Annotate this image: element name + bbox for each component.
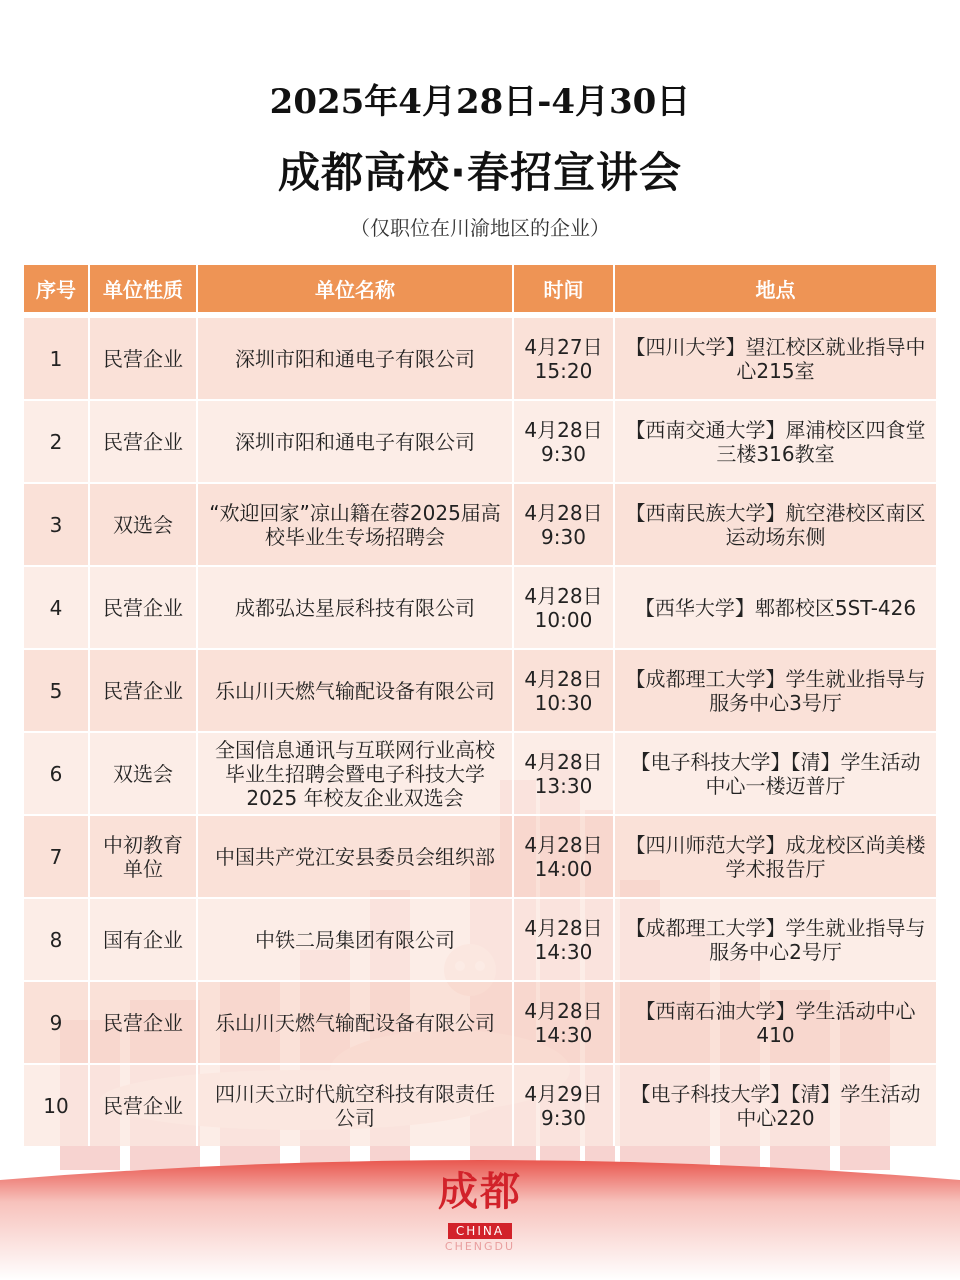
event-time — [514, 399, 615, 482]
event-time — [514, 1063, 615, 1146]
event-date: 4月28日 — [524, 749, 603, 774]
event-clock: 13:30 — [534, 773, 593, 798]
event-time — [514, 316, 615, 399]
logo-text: 成都 — [438, 1169, 522, 1215]
org-type: 民营企业 — [90, 980, 198, 1063]
org-name: 乐山川天燃气输配设备有限公司 — [198, 648, 514, 731]
event-clock: 14:30 — [534, 939, 593, 964]
event-time — [514, 980, 615, 1063]
table-row — [24, 731, 936, 814]
table-header-row — [24, 265, 936, 312]
table-row — [24, 897, 936, 980]
column-header-name: 单位名称 — [198, 265, 514, 312]
event-clock: 9:30 — [541, 1105, 586, 1130]
org-type: 民营企业 — [90, 316, 198, 399]
page-title: 成都高校·春招宣讲会 — [278, 148, 682, 197]
org-type: 民营企业 — [90, 1063, 198, 1146]
table-row — [24, 565, 936, 648]
event-date: 4月28日 — [524, 417, 603, 442]
org-type: 双选会 — [90, 482, 198, 565]
row-number: 7 — [24, 814, 90, 897]
org-type: 民营企业 — [90, 399, 198, 482]
row-number: 4 — [24, 565, 90, 648]
schedule-table — [24, 265, 936, 1146]
org-type: 民营企业 — [90, 648, 198, 731]
org-type: 国有企业 — [90, 897, 198, 980]
row-number: 5 — [24, 648, 90, 731]
date-range-title: 2025年4月28日-4月30日 — [269, 82, 691, 122]
org-name: “欢迎回家”凉山籍在蓉2025届高校毕业生专场招聘会 — [198, 482, 514, 565]
event-time — [514, 897, 615, 980]
event-place: 【电子科技大学】【清】学生活动中心220 — [615, 1063, 936, 1146]
event-time — [514, 648, 615, 731]
org-type: 民营企业 — [90, 565, 198, 648]
event-place: 【西南交通大学】犀浦校区四食堂三楼316教室 — [615, 399, 936, 482]
chengdu-logo — [0, 1160, 960, 1253]
org-name: 中铁二局集团有限公司 — [198, 897, 514, 980]
event-date: 4月28日 — [524, 666, 603, 691]
event-place: 【电子科技大学】【清】学生活动中心一楼迈普厅 — [615, 731, 936, 814]
event-date: 4月28日 — [524, 832, 603, 857]
event-place: 【成都理工大学】学生就业指导与服务中心3号厅 — [615, 648, 936, 731]
event-date: 4月28日 — [524, 915, 603, 940]
org-name: 全国信息通讯与互联网行业高校毕业生招聘会暨电子科技大学 2025 年校友企业双选会 — [198, 731, 514, 814]
event-place: 【西华大学】郫都校区5ST-426 — [615, 565, 936, 648]
event-place: 【四川师范大学】成龙校区尚美楼学术报告厅 — [615, 814, 936, 897]
org-name: 成都弘达星辰科技有限公司 — [198, 565, 514, 648]
org-type: 双选会 — [90, 731, 198, 814]
org-name: 中国共产党江安县委员会组织部 — [198, 814, 514, 897]
event-date: 4月28日 — [524, 583, 603, 608]
event-time — [514, 482, 615, 565]
row-number: 6 — [24, 731, 90, 814]
event-clock: 14:30 — [534, 1022, 593, 1047]
event-place: 【成都理工大学】学生就业指导与服务中心2号厅 — [615, 897, 936, 980]
event-date: 4月27日 — [524, 334, 603, 359]
event-place: 【四川大学】望江校区就业指导中心215室 — [615, 316, 936, 399]
column-header-type: 单位性质 — [90, 265, 198, 312]
table-row — [24, 814, 936, 897]
event-place: 【西南民族大学】航空港校区南区运动场东侧 — [615, 482, 936, 565]
event-place: 【西南石油大学】学生活动中心410 — [615, 980, 936, 1063]
row-number: 10 — [24, 1063, 90, 1146]
org-type: 中初教育单位 — [90, 814, 198, 897]
column-header-no: 序号 — [24, 265, 90, 312]
table-row — [24, 980, 936, 1063]
event-clock: 14:00 — [534, 856, 593, 881]
org-name: 深圳市阳和通电子有限公司 — [198, 316, 514, 399]
table-row — [24, 482, 936, 565]
event-clock: 10:00 — [534, 607, 593, 632]
page-subtitle: （仅职位在川渝地区的企业） — [350, 216, 610, 240]
event-clock: 15:20 — [534, 358, 593, 383]
column-header-time: 时间 — [514, 265, 615, 312]
table-row — [24, 648, 936, 731]
logo-subtext: CHINA — [448, 1223, 512, 1239]
event-clock: 9:30 — [541, 441, 586, 466]
event-time — [514, 731, 615, 814]
org-name: 四川天立时代航空科技有限责任公司 — [198, 1063, 514, 1146]
row-number: 3 — [24, 482, 90, 565]
row-number: 1 — [24, 316, 90, 399]
row-number: 9 — [24, 980, 90, 1063]
event-clock: 10:30 — [534, 690, 593, 715]
org-name: 乐山川天燃气输配设备有限公司 — [198, 980, 514, 1063]
event-date: 4月29日 — [524, 1081, 603, 1106]
logo-subtext-2: CHENGDU — [444, 1240, 516, 1253]
event-time — [514, 814, 615, 897]
column-header-place: 地点 — [615, 265, 936, 312]
table-row — [24, 399, 936, 482]
row-number: 2 — [24, 399, 90, 482]
event-clock: 9:30 — [541, 524, 586, 549]
table-row — [24, 316, 936, 399]
event-date: 4月28日 — [524, 500, 603, 525]
table-row — [24, 1063, 936, 1146]
org-name: 深圳市阳和通电子有限公司 — [198, 399, 514, 482]
row-number: 8 — [24, 897, 90, 980]
event-date: 4月28日 — [524, 998, 603, 1023]
event-time — [514, 565, 615, 648]
